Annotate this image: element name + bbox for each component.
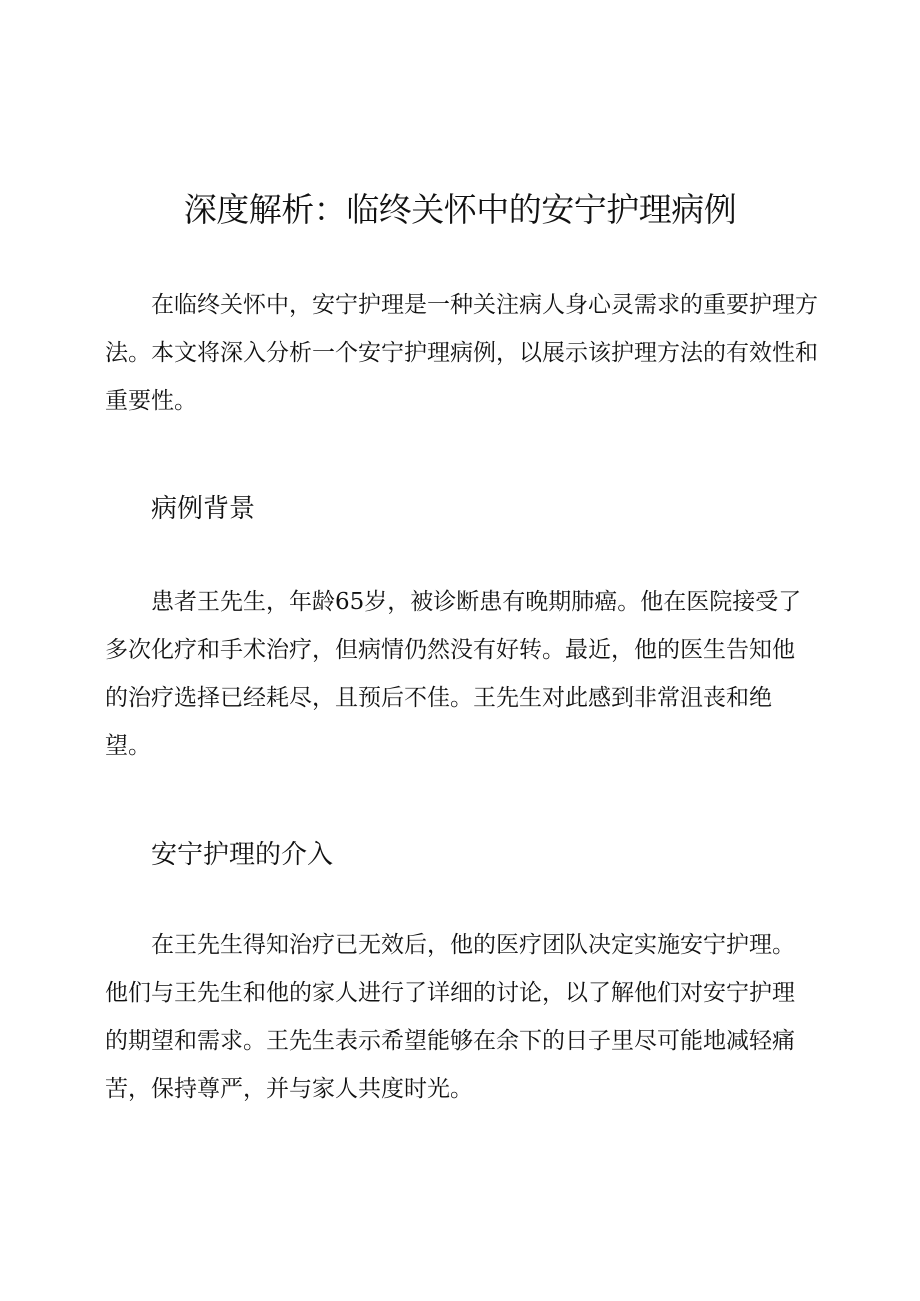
intro-paragraph: 在临终关怀中，安宁护理是一种关注病人身心灵需求的重要护理方法。本文将深入分析一个安宁护理病例，以展示该护理方法的有效性和重要性。 [105, 292, 818, 414]
section-body-case-background: 患者王先生，年龄65岁，被诊断患有晚期肺癌。他在医院接受了多次化疗和手术治疗，但病情仍然没有好转。最近，他的医生告知他的治疗选择已经耗尽，且预后不佳。王先生对此感到非常沮丧和绝望。 [105, 589, 802, 759]
document-title: 深度解析：临终关怀中的安宁护理病例 [183, 190, 737, 229]
section-heading-hospice-intervention: 安宁护理的介入 [151, 840, 334, 870]
section-body-hospice-intervention: 在王先生得知治疗已无效后，他的医疗团队决定实施安宁护理。他们与王先生和他的家人进行了详细的讨论，以了解他们对安宁护理的期望和需求。王先生表示希望能够在余下的日子里尽可能地减轻痛苦，保持尊严，并与家人共度时光。 [105, 932, 795, 1102]
section-heading-case-background: 病例背景 [151, 494, 256, 524]
